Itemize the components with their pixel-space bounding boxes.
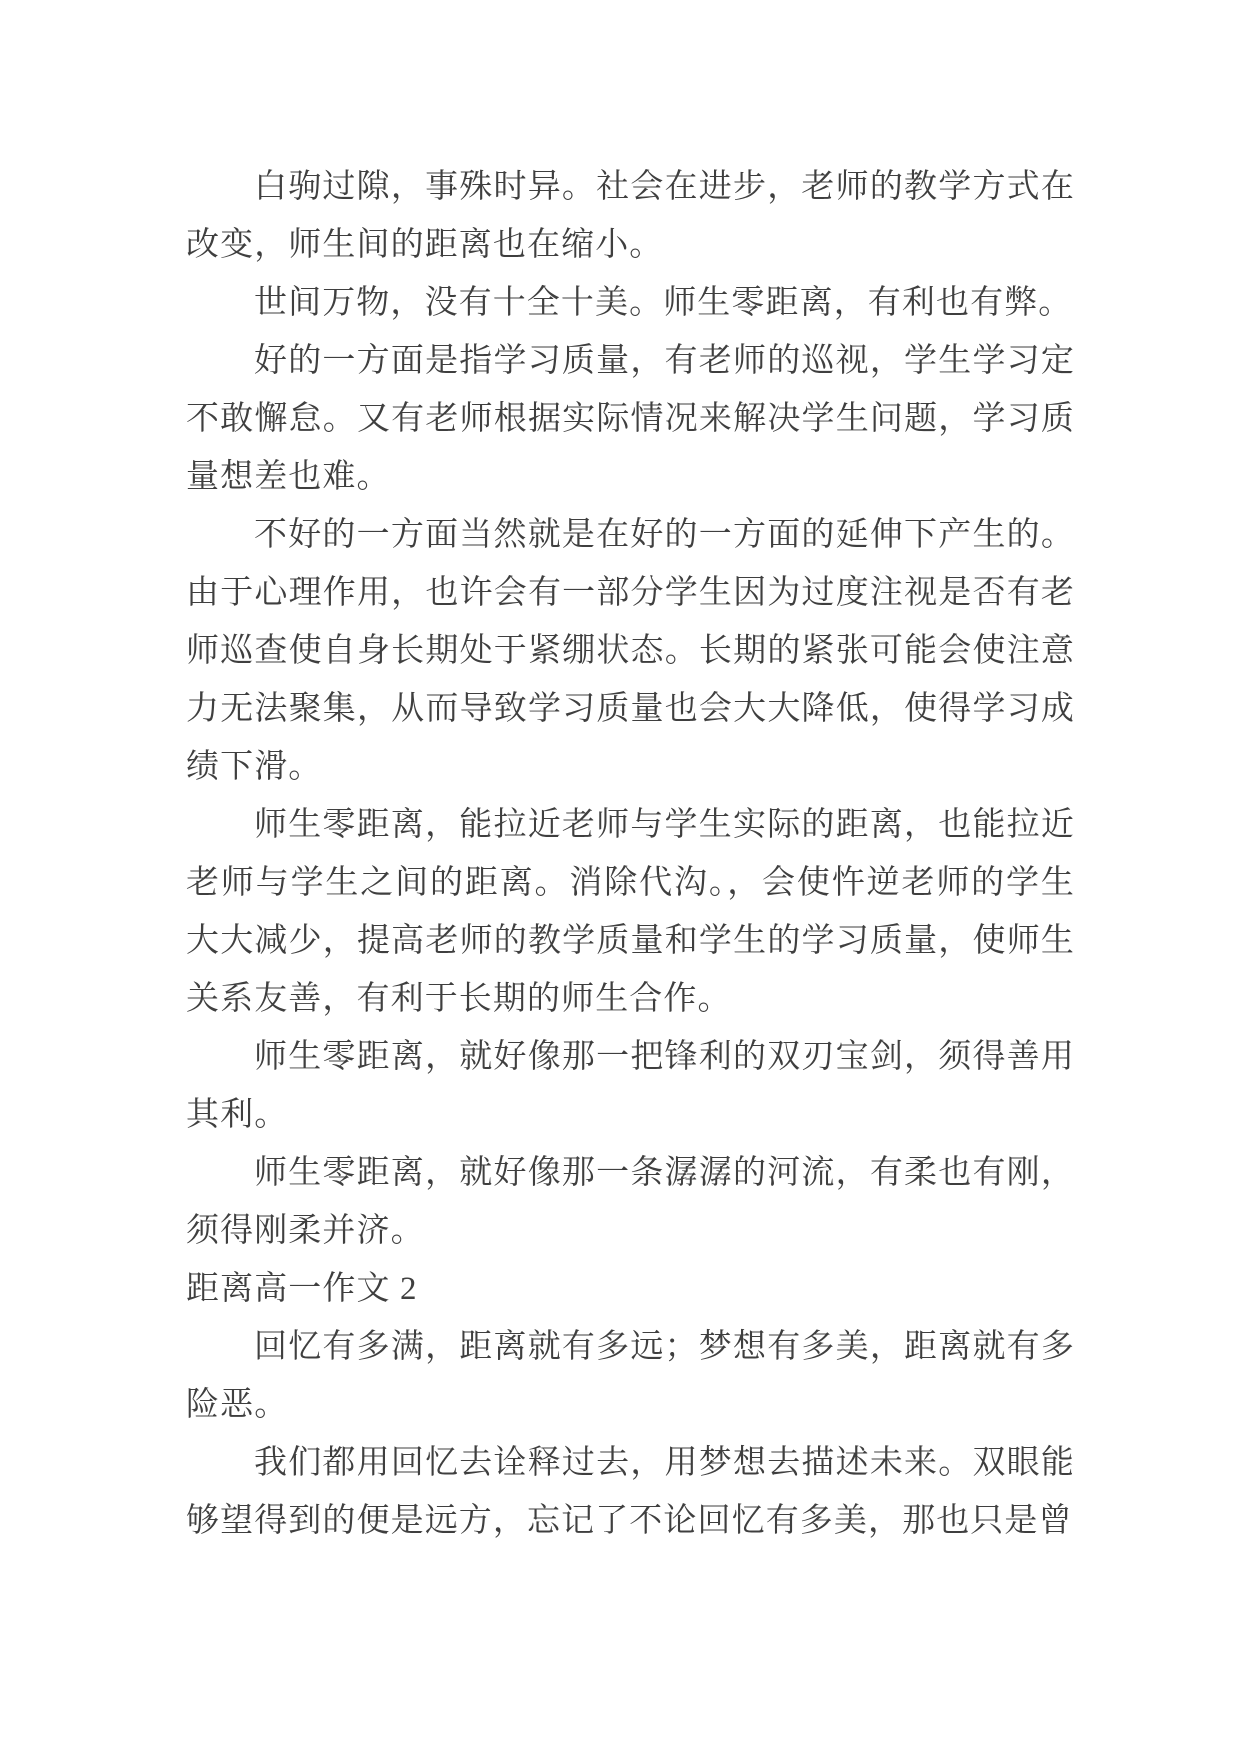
paragraph: 我们都用回忆去诠释过去，用梦想去描述未来。双眼能够望得到的便是远方，忘记了不论回忆有多美，那也只是曾 [186,1445,1075,1539]
paragraph: 好的一方面是指学习质量，有老师的巡视，学生学习定不敢懈怠。又有老师根据实际情况来解决学生问题，学习质量想差也难。 [186,343,1075,495]
paragraph: 回忆有多满，距离就有多远；梦想有多美，距离就有多险恶。 [186,1329,1075,1423]
paragraph: 师生零距离，就好像那一条潺潺的河流，有柔也有刚，须得刚柔并济。 [186,1155,1075,1249]
paragraph: 师生零距离，能拉近老师与学生实际的距离，也能拉近老师与学生之间的距离。消除代沟。，会使忤逆老师的学生大大减少，提高老师的教学质量和学生的学习质量，使师生关系友善，有利于长期的师生合作。 [186,807,1075,1017]
paragraph: 师生零距离，就好像那一把锋利的双刃宝剑，须得善用其利。 [186,1039,1075,1133]
essay-body [186,158,1075,1550]
paragraph: 白驹过隙，事殊时异。社会在进步，老师的教学方式在改变，师生间的距离也在缩小。 [186,169,1075,263]
paragraph: 不好的一方面当然就是在好的一方面的延伸下产生的。由于心理作用，也许会有一部分学生因为过度注视是否有老师巡查使自身长期处于紧绷状态。长期的紧张可能会使注意力无法聚集，从而导致学习质量也会大大降低，使得学习成绩下滑。 [186,517,1075,785]
paragraph: 世间万物，没有十全十美。师生零距离，有利也有弊。 [254,285,1073,321]
section-heading: 距离高一作文 2 [186,1271,418,1307]
